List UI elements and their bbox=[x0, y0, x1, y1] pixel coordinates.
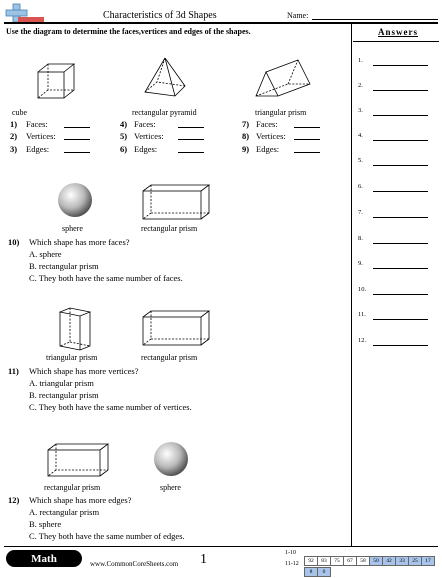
question-text: Which shape has more faces? bbox=[29, 237, 130, 247]
answer-number: 8. bbox=[358, 235, 363, 242]
page-number: 1 bbox=[200, 552, 207, 567]
question-label: Edges: bbox=[256, 144, 280, 154]
score-cell: 0 bbox=[317, 567, 331, 577]
answer-number: 11. bbox=[358, 311, 366, 318]
answers-title: Answers bbox=[378, 27, 418, 37]
question-number: 7) bbox=[242, 119, 250, 129]
question-label: Edges: bbox=[134, 144, 158, 154]
question-number: 3) bbox=[10, 144, 18, 154]
option-c[interactable]: C. They both have the same number of vertices. bbox=[29, 402, 192, 412]
answer-number: 7. bbox=[358, 209, 363, 216]
question-number: 8) bbox=[242, 131, 250, 141]
option-a[interactable]: A. triangular prism bbox=[29, 378, 94, 388]
option-b[interactable]: B. rectangular prism bbox=[29, 261, 99, 271]
shape-caption: rectangular prism bbox=[141, 224, 198, 233]
score-cell: 8 bbox=[304, 567, 318, 577]
question-number: 1) bbox=[10, 119, 18, 129]
answer-line-7[interactable] bbox=[373, 216, 428, 218]
answer-blank[interactable] bbox=[178, 139, 204, 140]
shape-caption: sphere bbox=[160, 483, 181, 492]
sphere-figure bbox=[57, 182, 93, 223]
answer-blank[interactable] bbox=[64, 152, 90, 153]
answer-line-2[interactable] bbox=[373, 89, 428, 91]
answers-divider bbox=[351, 24, 352, 546]
question-text: Which shape has more edges? bbox=[29, 495, 132, 505]
shape-caption: cube bbox=[12, 108, 28, 117]
question-label: Faces: bbox=[26, 119, 48, 129]
rectangular-prism-figure bbox=[141, 183, 211, 226]
answer-line-10[interactable] bbox=[373, 293, 428, 295]
answer-number: 3. bbox=[358, 107, 363, 114]
shape-caption: rectangular pyramid bbox=[132, 108, 197, 117]
instructions: Use the diagram to determine the faces,vertices and edges of the shapes. bbox=[6, 27, 251, 36]
logo-icon bbox=[4, 4, 44, 24]
score-cell: 33 bbox=[395, 556, 409, 566]
score-cell: 92 bbox=[304, 556, 318, 566]
question-label: Vertices: bbox=[256, 131, 286, 141]
score-row-label: 11-12 bbox=[285, 561, 299, 567]
option-c[interactable]: C. They both have the same number of edges. bbox=[29, 531, 185, 541]
score-cell: 17 bbox=[421, 556, 435, 566]
name-label: Name: bbox=[287, 11, 309, 20]
answer-number: 9. bbox=[358, 260, 363, 267]
question-label: Faces: bbox=[256, 119, 278, 129]
answer-number: 6. bbox=[358, 183, 363, 190]
answer-number: 12. bbox=[358, 337, 367, 344]
option-b[interactable]: B. sphere bbox=[29, 519, 62, 529]
answers-title-rule bbox=[353, 41, 439, 42]
answer-line-6[interactable] bbox=[373, 190, 428, 192]
question-number: 6) bbox=[120, 144, 128, 154]
shape-caption: triangular prism bbox=[255, 108, 307, 117]
answer-line-11[interactable] bbox=[373, 318, 428, 320]
shape-caption: rectangular prism bbox=[44, 483, 101, 492]
score-cell: 42 bbox=[382, 556, 396, 566]
option-b[interactable]: B. rectangular prism bbox=[29, 390, 99, 400]
site-url[interactable]: www.CommonCoreSheets.com bbox=[90, 560, 179, 568]
header-rule bbox=[4, 22, 438, 24]
answer-line-3[interactable] bbox=[373, 114, 428, 116]
question-label: Vertices: bbox=[134, 131, 164, 141]
question-number: 10) bbox=[8, 237, 20, 247]
triangular-prism-figure bbox=[58, 306, 92, 359]
question-text: Which shape has more vertices? bbox=[29, 366, 139, 376]
answer-number: 2. bbox=[358, 82, 363, 89]
answer-blank[interactable] bbox=[294, 127, 320, 128]
option-a[interactable]: A. rectangular prism bbox=[29, 507, 100, 517]
question-number: 9) bbox=[242, 144, 250, 154]
question-label: Faces: bbox=[134, 119, 156, 129]
answer-line-5[interactable] bbox=[373, 164, 428, 166]
score-cell: 75 bbox=[330, 556, 344, 566]
score-row-label: 1-10 bbox=[285, 550, 296, 556]
score-row bbox=[305, 560, 331, 578]
answer-number: 5. bbox=[358, 157, 363, 164]
shape-caption: triangular prism bbox=[46, 353, 98, 362]
question-number: 5) bbox=[120, 131, 128, 141]
question-number: 4) bbox=[120, 119, 128, 129]
answer-blank[interactable] bbox=[294, 152, 320, 153]
cube-figure bbox=[36, 62, 76, 105]
answer-line-9[interactable] bbox=[373, 267, 428, 269]
answer-line-4[interactable] bbox=[373, 139, 428, 141]
answer-number: 10. bbox=[358, 286, 367, 293]
rectangular-prism-figure bbox=[46, 442, 110, 483]
worksheet-title: Characteristics of 3d Shapes bbox=[103, 10, 217, 21]
subject-label: Math bbox=[31, 552, 57, 565]
answer-blank[interactable] bbox=[64, 127, 90, 128]
shape-caption: rectangular prism bbox=[141, 353, 198, 362]
answer-blank[interactable] bbox=[178, 152, 204, 153]
question-label: Vertices: bbox=[26, 131, 56, 141]
answer-blank[interactable] bbox=[178, 127, 204, 128]
question-number: 12) bbox=[8, 495, 20, 505]
sphere-figure bbox=[153, 441, 189, 482]
score-cell: 83 bbox=[317, 556, 331, 566]
question-number: 11) bbox=[8, 366, 19, 376]
option-c[interactable]: C. They both have the same number of faces. bbox=[29, 273, 183, 283]
rectangular-prism-figure bbox=[141, 309, 211, 352]
score-cell: 50 bbox=[369, 556, 383, 566]
answer-number: 1. bbox=[358, 57, 363, 64]
option-a[interactable]: A. sphere bbox=[29, 249, 62, 259]
triangular-prism-figure bbox=[254, 58, 312, 107]
answer-line-8[interactable] bbox=[373, 242, 428, 244]
answer-line-1[interactable] bbox=[373, 64, 428, 66]
question-number: 2) bbox=[10, 131, 18, 141]
score-cell: 25 bbox=[408, 556, 422, 566]
pyramid-figure bbox=[143, 56, 187, 103]
footer-rule bbox=[4, 546, 438, 547]
score-cell: 67 bbox=[343, 556, 357, 566]
question-label: Edges: bbox=[26, 144, 50, 154]
answer-blank[interactable] bbox=[64, 139, 90, 140]
answer-line-12[interactable] bbox=[373, 344, 428, 346]
answer-blank[interactable] bbox=[294, 139, 320, 140]
score-cell: 58 bbox=[356, 556, 370, 566]
name-line[interactable] bbox=[312, 19, 438, 20]
subject-badge bbox=[6, 550, 82, 567]
shape-caption: sphere bbox=[62, 224, 83, 233]
answer-number: 4. bbox=[358, 132, 363, 139]
